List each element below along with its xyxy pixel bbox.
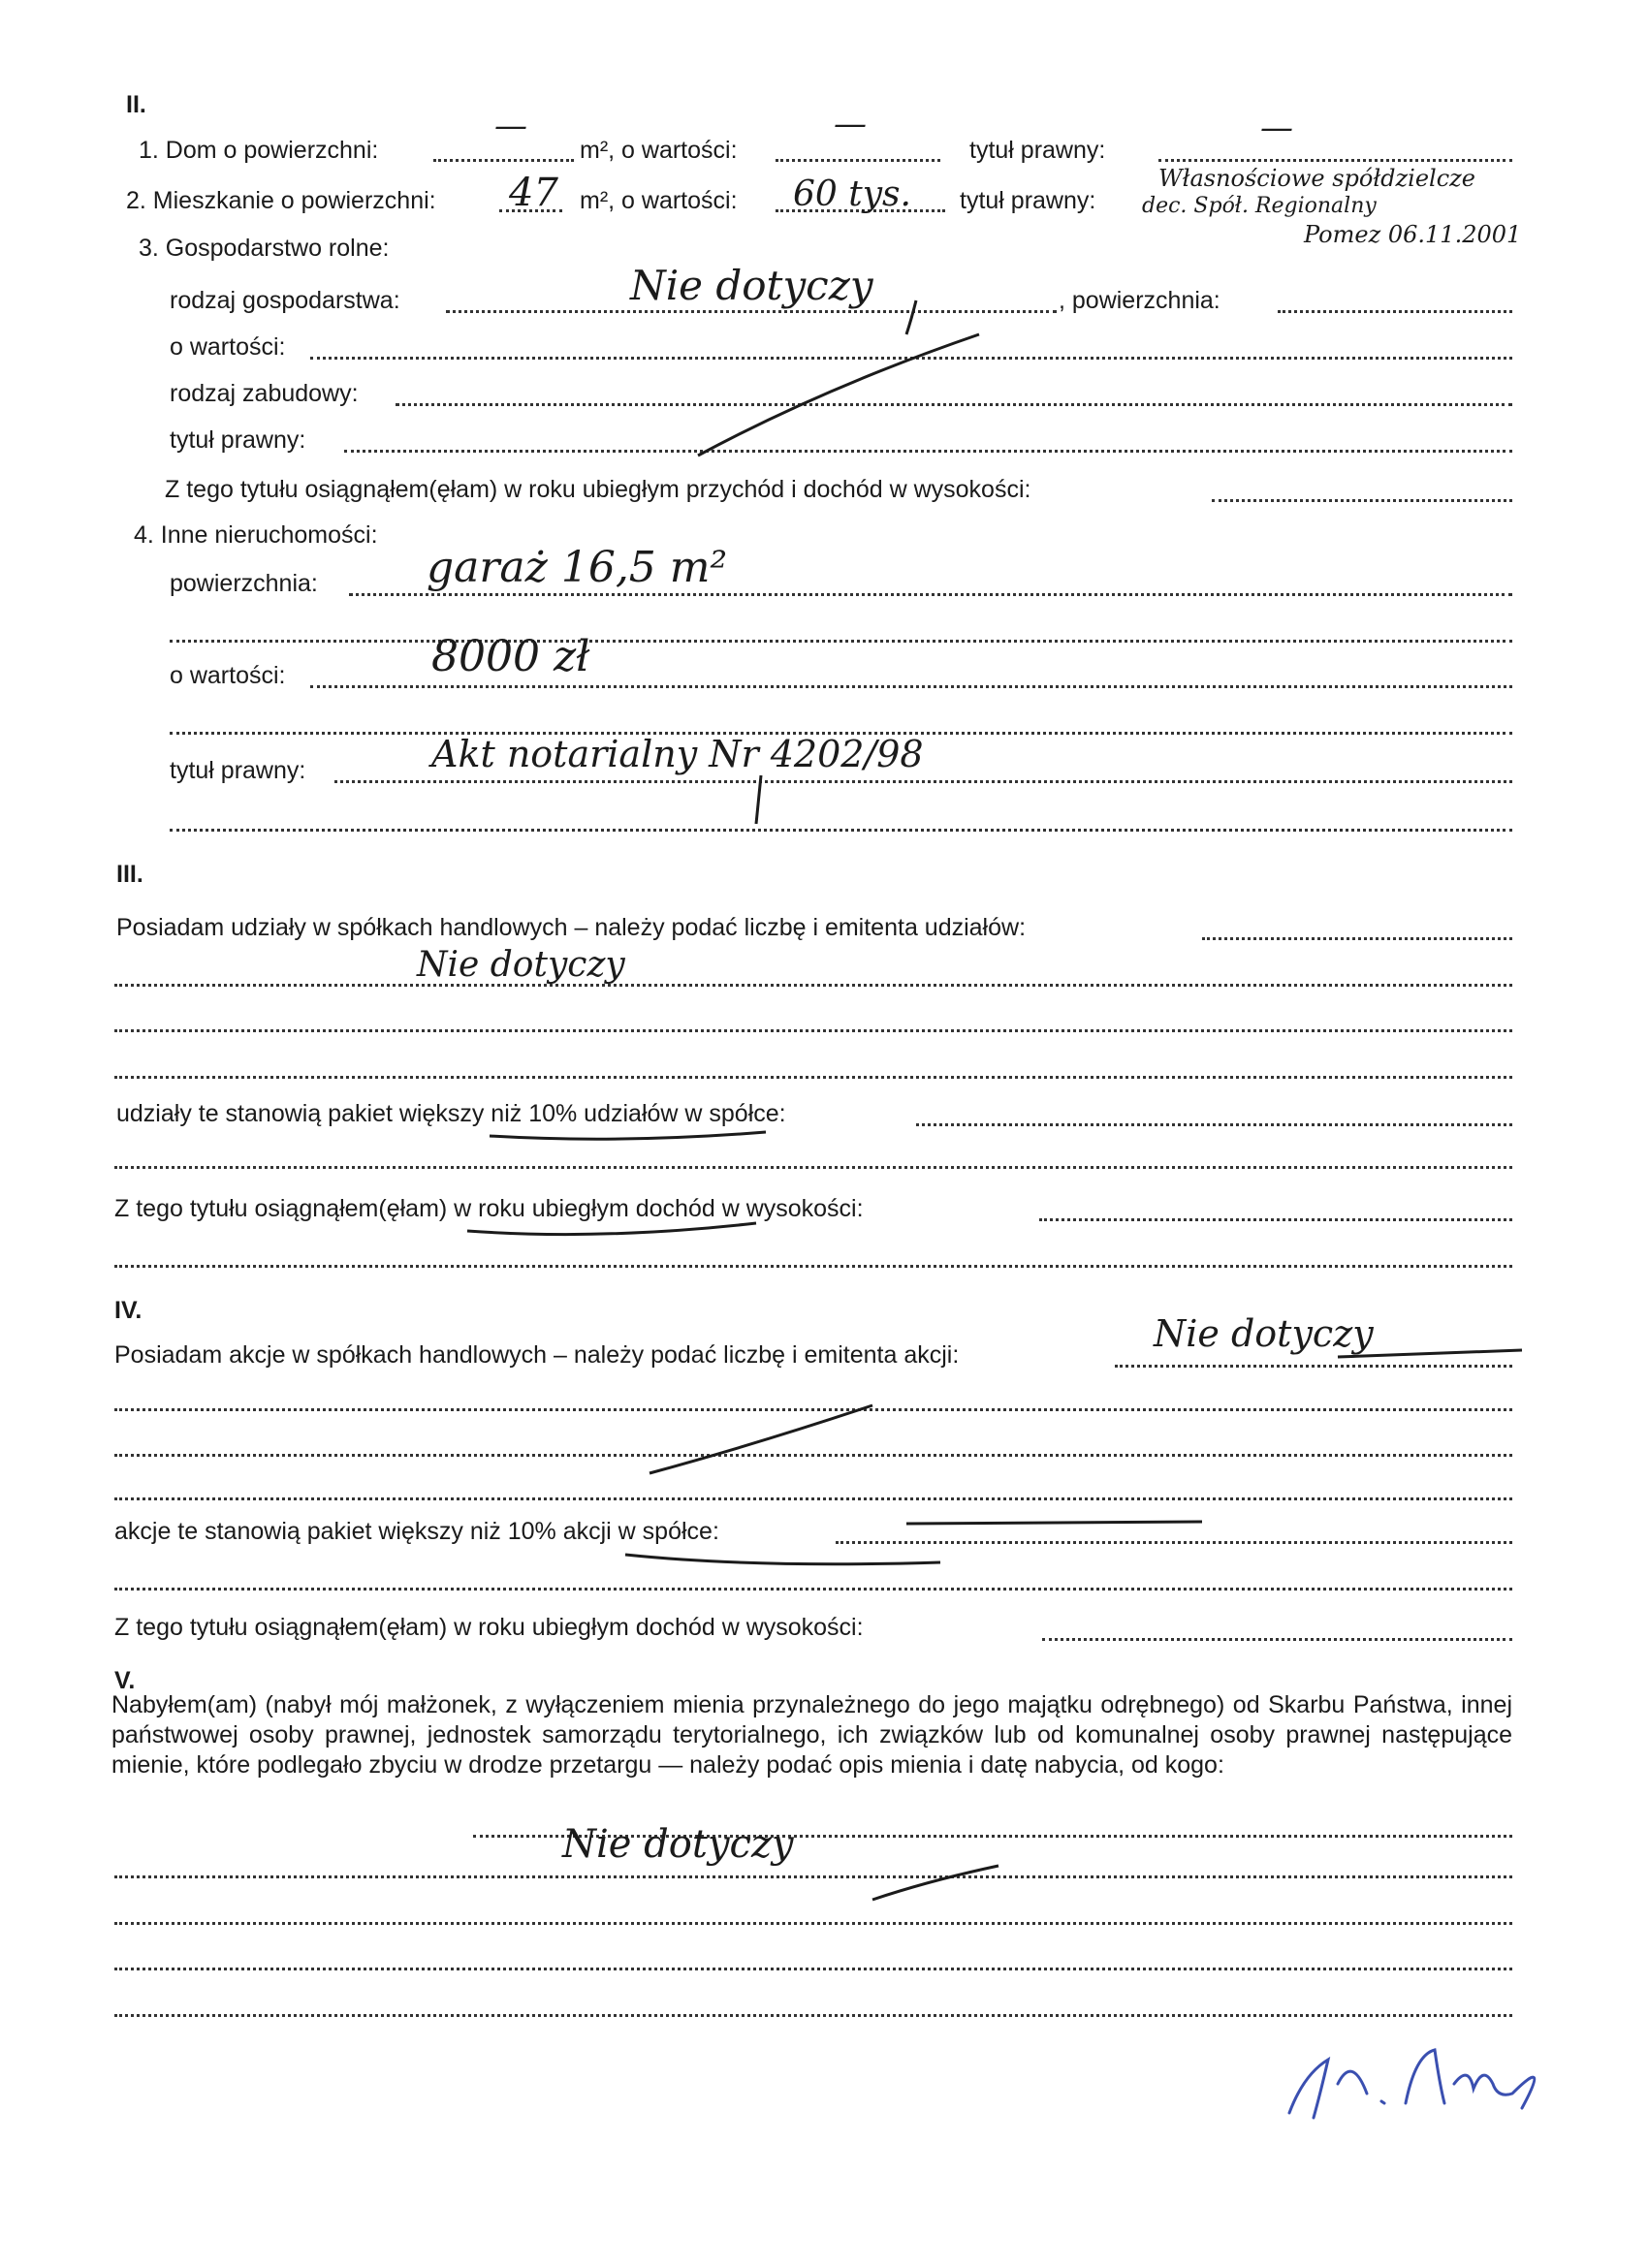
section-v-strike-line (872, 1866, 998, 1900)
item1-label: 1. Dom o powierzchni: (139, 137, 379, 164)
item1-unit: m², o wartości: (580, 137, 738, 164)
item1-title-label: tytuł prawny: (969, 137, 1106, 164)
item2-unit: m², o wartości: (580, 187, 738, 214)
item1-title-value: — (1260, 109, 1293, 147)
item3-value-label: o wartości: (170, 333, 286, 361)
section-v-header: V. (114, 1667, 136, 1694)
item2-area-value: 47 (509, 171, 558, 215)
section-iii-answer: Nie dotyczy (417, 945, 625, 985)
signature-stroke (1289, 2050, 1535, 2118)
item3-area-label: , powierzchnia: (1059, 287, 1220, 314)
item4-value-value: 8000 zł (431, 632, 590, 681)
section-iii-underline-2 (467, 1223, 756, 1235)
item3-type-label: rodzaj gospodarstwa: (170, 287, 400, 314)
section-iii-package-label: udziały te stanowią pakiet większy niż 10% udziałów w spółce: (116, 1100, 786, 1127)
item4-area-label: powierzchnia: (170, 570, 318, 597)
item4-area-value: garaż 16,5 m² (427, 543, 728, 592)
section-iv-package-underline (625, 1555, 940, 1564)
section-iv-package-line (906, 1522, 1202, 1524)
item2-value-value: 60 tys. (793, 174, 911, 214)
section-iv-package-label: akcje te stanowią pakiet większy niż 10% akcji w spółce: (114, 1518, 719, 1545)
item3-strike-line (698, 334, 979, 456)
item4-title-label: tytuł prawny: (170, 757, 306, 784)
item1-value-value: — (834, 105, 867, 143)
item3-answer-tail (906, 300, 916, 334)
item1-area-value: — (494, 107, 527, 145)
item4-title-tail (756, 775, 761, 824)
item4-label: 4. Inne nieruchomości: (134, 521, 378, 549)
section-iv-income-label: Z tego tytułu osiągnąłem(ęłam) w roku ubiegłym dochód w wysokości: (114, 1614, 864, 1641)
section-iv-header: IV. (114, 1297, 143, 1324)
item2-title-line2: dec. Spół. Regionalny (1142, 194, 1377, 218)
item3-answer: Nie dotyczy (630, 262, 873, 309)
section-iii-income-label: Z tego tytułu osiągnąłem(ęłam) w roku ubiegłym dochód w wysokości: (114, 1195, 864, 1222)
item3-income-label: Z tego tytułu osiągnąłem(ęłam) w roku ubiegłym przychód i dochód w wysokości: (165, 476, 1031, 503)
section-iv-shares-label: Posiadam akcje w spółkach handlowych – należy podać liczbę i emitenta akcji: (114, 1341, 960, 1369)
item3-building-label: rodzaj zabudowy: (170, 380, 359, 407)
section-iii-shares-label: Posiadam udziały w spółkach handlowych – należy podać liczbę i emitenta udziałów: (116, 914, 1027, 941)
item2-title-line1: Własnościowe spółdzielcze (1158, 165, 1475, 192)
section-v-answer: Nie dotyczy (562, 1822, 794, 1867)
item2-title-label: tytuł prawny: (960, 187, 1096, 214)
section-ii-header: II. (126, 91, 146, 118)
section-iv-answer: Nie dotyczy (1154, 1312, 1374, 1355)
item4-value-label: o wartości: (170, 662, 286, 689)
item4-title-value: Akt notarialny Nr 4202/98 (431, 733, 924, 775)
item3-label: 3. Gospodarstwo rolne: (139, 235, 390, 262)
section-iv-strike-line (650, 1405, 872, 1473)
item2-title-line3: Pomez 06.11.2001 (1304, 221, 1522, 248)
item2-label: 2. Mieszkanie o powierzchni: (126, 187, 436, 214)
section-iii-header: III. (116, 861, 143, 888)
item3-title-label: tytuł prawny: (170, 426, 306, 454)
section-iv-answer-line (1338, 1350, 1522, 1357)
section-iii-underline-1 (490, 1132, 766, 1139)
section-v-text: Nabyłem(am) (nabył mój małżonek, z wyłączeniem mienia przynależnego do jego majątku odrębnego) od Skarbu Państwa, innej państwowej osoby prawnej, jednostek samorządu terytorialnego, ich związków lub od komunalnej osoby prawnej następujące mienie, które podlegało zbyciu w drodze przetargu — należy podać opis mienia i datę nabycia, od kogo: (111, 1691, 1512, 1779)
